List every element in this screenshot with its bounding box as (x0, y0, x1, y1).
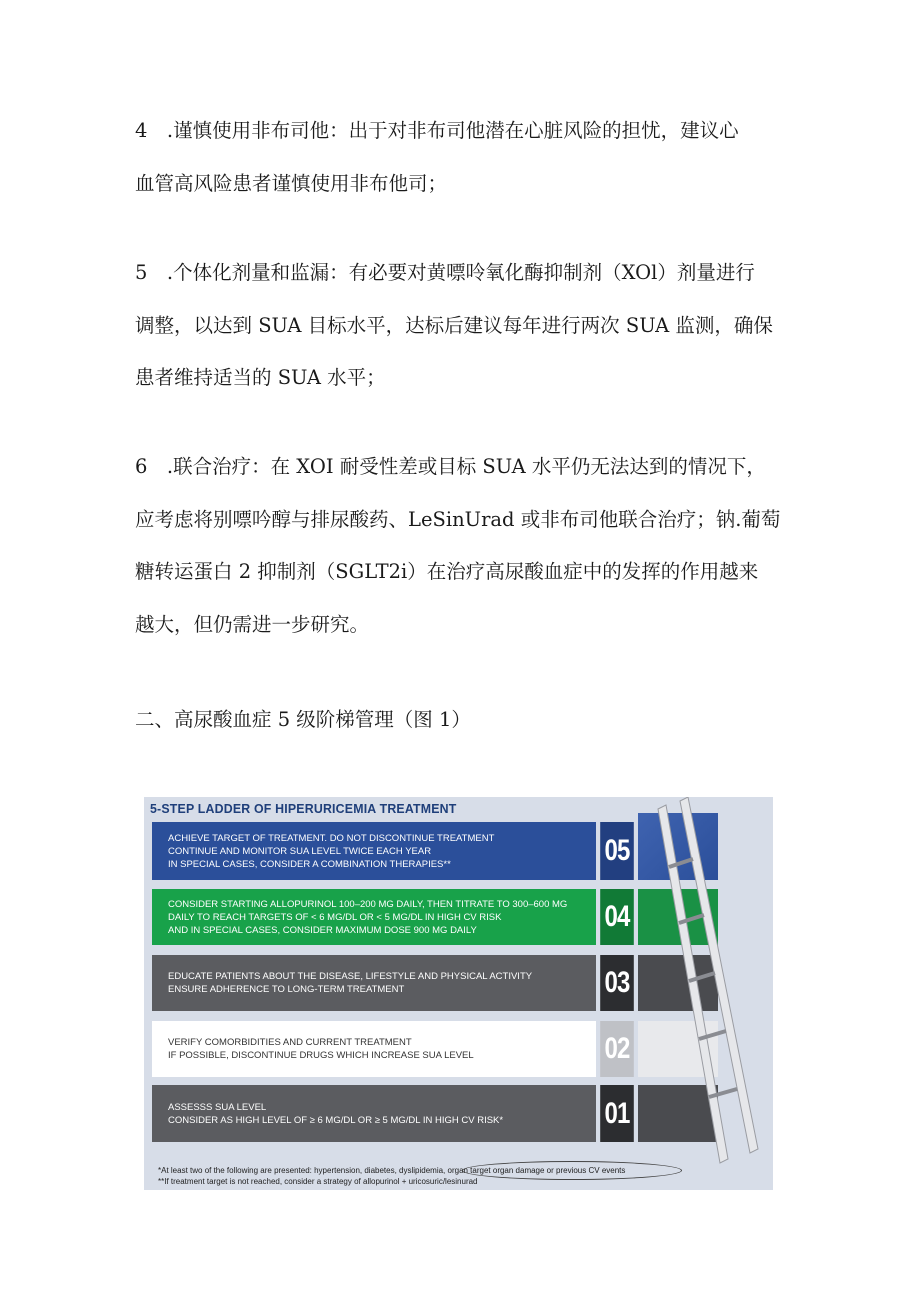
ladder-figure (144, 797, 773, 1190)
step-line: ENSURE ADHERENCE TO LONG-TERM TREATMENT (168, 984, 405, 995)
paragraph-item-6 (135, 457, 795, 634)
step-line: AND IN SPECIAL CASES, CONSIDER MAXIMUM DOSE 900 MG DAILY (168, 924, 477, 936)
step-4-number: 04 (600, 889, 634, 945)
ladder-icon (644, 797, 773, 1167)
text-line: 调整，以达到 SUA 目标水平，达标后建议每年进行两次 SUA 监测，确保 (135, 313, 773, 337)
highlight-oval (462, 1161, 682, 1180)
step-3-text (152, 955, 596, 1011)
step-line: CONSIDER AS HIGH LEVEL OF ≥ 6 MG/DL OR ≥ 5 MG/DL IN HIGH CV RISK* (168, 1114, 504, 1126)
text-line: 6 .联合治疗：在 XOI 耐受性差或目标 SUA 水平仍无法达到的情况下， (135, 455, 766, 478)
text-line: 越大，但仍需进一步研究。 (135, 612, 370, 636)
step-1-text (152, 1085, 596, 1142)
footnote: *At least two of the following are presented: hypertension, diabetes, dyslipidemia, organ target organ damage or previous CV events (158, 1166, 626, 1175)
section-heading: 二、高尿酸血症 5 级阶梯管理（图 1） (135, 708, 471, 731)
text-line: 糖转运蛋白 2 抑制剂（SGLT2i）在治疗高尿酸血症中的发挥的作用越来 (135, 560, 759, 583)
paragraph-item-5 (135, 263, 795, 388)
step-2-number: 02 (600, 1021, 634, 1077)
paragraph-item-4 (135, 121, 795, 193)
step-line: EDUCATE PATIENTS ABOUT THE DISEASE, LIFESTYLE AND PHYSICAL ACTIVITY (168, 971, 533, 982)
step-4-text (152, 889, 596, 945)
step-line: DAILY TO REACH TARGETS OF < 6 MG/DL OR < 5 MG/DL IN HIGH CV RISK (168, 911, 502, 923)
step-line: CONSIDER STARTING ALLOPURINOL 100–200 MG DAILY, THEN TITRATE TO 300–600 MG (168, 898, 568, 910)
step-5-number: 05 (600, 822, 634, 880)
footnote: **If treatment target is not reached, consider a strategy of allopurinol + uricosuric/lesinurad (158, 1177, 478, 1186)
text-line: 应考虑将别嘌吟醇与排尿酸药、LeSinUrad 或非布司他联合治疗；钠.葡萄 (135, 507, 781, 531)
step-line: IN SPECIAL CASES, CONSIDER A COMBINATION THERAPIES** (168, 858, 451, 870)
step-line: CONTINUE AND MONITOR SUA LEVEL TWICE EACH YEAR (168, 845, 432, 857)
step-2-text (152, 1021, 596, 1077)
text-line: 血管高风险患者谨慎使用非布他司； (135, 171, 448, 195)
figure-title: 5-STEP LADDER OF HIPERURICEMIA TREATMENT (150, 801, 457, 816)
step-line: ACHIEVE TARGET OF TREATMENT. DO NOT DISCONTINUE TREATMENT (168, 832, 495, 844)
step-1-number: 01 (600, 1085, 634, 1142)
text-line: 5 .个体化剂量和监漏：有必要对黄嘌呤氧化酶抑制剂（XOl）剂量进行 (135, 261, 755, 284)
step-line: VERIFY COMORBIDITIES AND CURRENT TREATMENT (168, 1037, 412, 1048)
step-line: ASSESSS SUA LEVEL (168, 1101, 267, 1113)
step-line: IF POSSIBLE, DISCONTINUE DRUGS WHICH INCREASE SUA LEVEL (168, 1050, 474, 1061)
text-line: 4 .谨慎使用非布司他：出于对非布司他潜在心脏风险的担忧，建议心 (135, 119, 739, 142)
text-line: 患者维持适当的 SUA 水平； (135, 366, 386, 389)
step-3-number: 03 (600, 955, 634, 1011)
step-5-text (152, 822, 596, 880)
